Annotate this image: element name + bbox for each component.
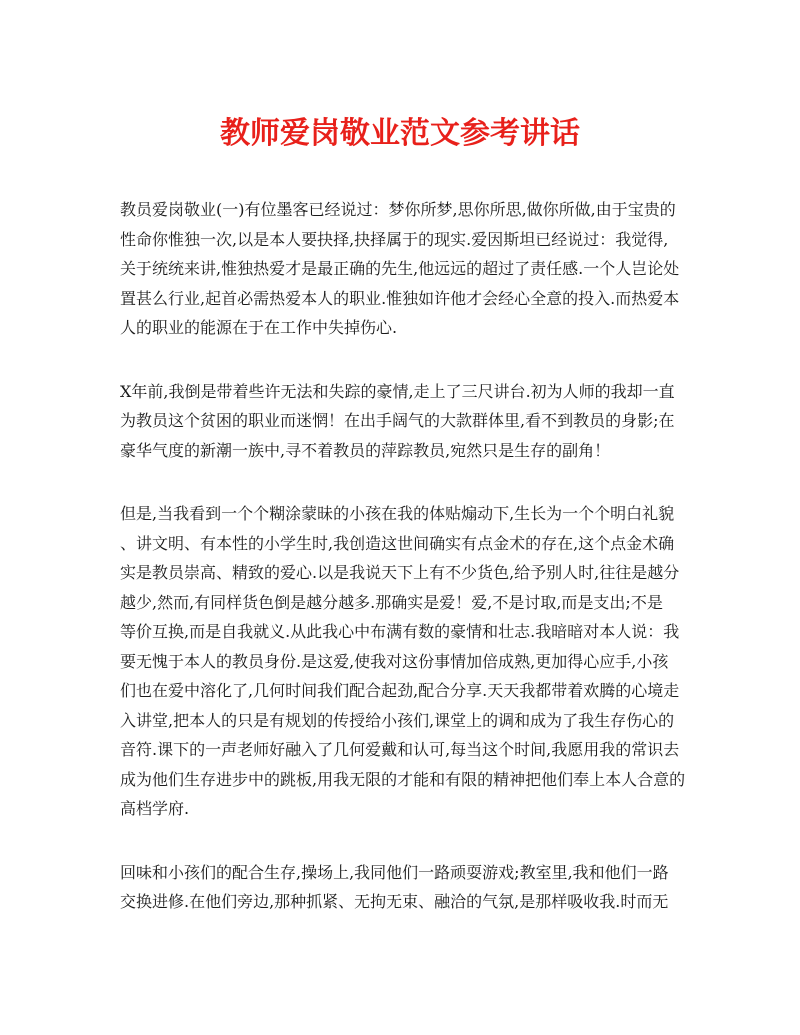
- paragraph-line: 关于统统来讲,惟独热爱才是最正确的先生,他远远的超过了责任感.一个人岂论处: [120, 259, 680, 278]
- paragraph-line: 但是,当我看到一个个糊涂蒙昧的小孩在我的体贴煽动下,生长为一个个明白礼貌: [120, 504, 675, 523]
- document-body: [120, 195, 690, 951]
- paragraph-line: 音符.课下的一声老师好融入了几何爱戴和认可,每当这个时间,我愿用我的常识去: [120, 740, 680, 759]
- document-title: 教师爱岗敬业范文参考讲话: [220, 116, 580, 151]
- paragraph-line: 人的职业的能源在于在工作中失掉伤心.: [120, 318, 398, 337]
- paragraph-line: 置甚么行业,起首必需热爱本人的职业.惟独如许他才会经心全意的投入.而热爱本: [120, 288, 680, 308]
- paragraph-3: [120, 499, 690, 824]
- paragraph-line: 回味和小孩们的配合生存,操场上,我同他们一路顽耍游戏;教室里,我和他们一路: [120, 862, 669, 882]
- paragraph-1: [120, 195, 690, 343]
- paragraph-4: [120, 858, 690, 917]
- paragraph-line: 教员爱岗敬业(一)有位墨客已经说过：梦你所梦,思你所思,做你所做,由于宝贵的: [120, 200, 676, 219]
- paragraph-line: 要无愧于本人的教员身份.是这爱,使我对这份事情加倍成熟,更加得心应手,小孩: [120, 651, 669, 671]
- paragraph-line: 为教员这个贫困的职业而迷惘！在出手阔气的大款群体里,看不到教员的身影;在: [120, 411, 675, 430]
- paragraph-line: 交换进修.在他们旁边,那种抓紧、无拘无束、融洽的气氛,是那样吸收我.时而无: [120, 892, 669, 911]
- paragraph-2: [120, 377, 690, 466]
- paragraph-line: 实是教员崇高、精致的爱心.以是我说天下上有不少货色,给予别人时,往往是越分: [120, 563, 680, 582]
- paragraph-line: 们也在爱中溶化了,几何时间我们配合起劲,配合分享.天天我都带着欢腾的心境走: [120, 681, 680, 700]
- paragraph-line: 豪华气度的新潮一族中,寻不着教员的萍踪教员,宛然只是生存的副角！: [120, 440, 611, 460]
- paragraph-line: 性命你惟独一次,以是本人要抉择,抉择属于的现实.爱因斯坦已经说过：我觉得,: [120, 229, 669, 249]
- paragraph-line: 成为他们生存进步中的跳板,用我无限的才能和有限的精神把他们奉上本人合意的: [120, 769, 686, 789]
- paragraph-line: 、讲文明、有本性的小学生时,我创造这世间确实有点金术的存在,这个点金术确: [120, 533, 675, 553]
- paragraph-line: 等价互换,而是自我就义.从此我心中布满有数的豪情和壮志.我暗暗对本人说：我: [120, 622, 680, 641]
- paragraph-line: 越少,然而,有同样货色倒是越分越多.那确实是爱！爱,不是讨取,而是支出;不是: [120, 592, 663, 612]
- paragraph-line: 高档学府.: [120, 799, 190, 818]
- paragraph-line: 入讲堂,把本人的只是有规划的传授给小孩们,课堂上的调和成为了我生存伤心的: [120, 710, 675, 730]
- paragraph-line: X年前,我倒是带着些许无法和失踪的豪情,走上了三尺讲台.初为人师的我却一直: [120, 381, 675, 401]
